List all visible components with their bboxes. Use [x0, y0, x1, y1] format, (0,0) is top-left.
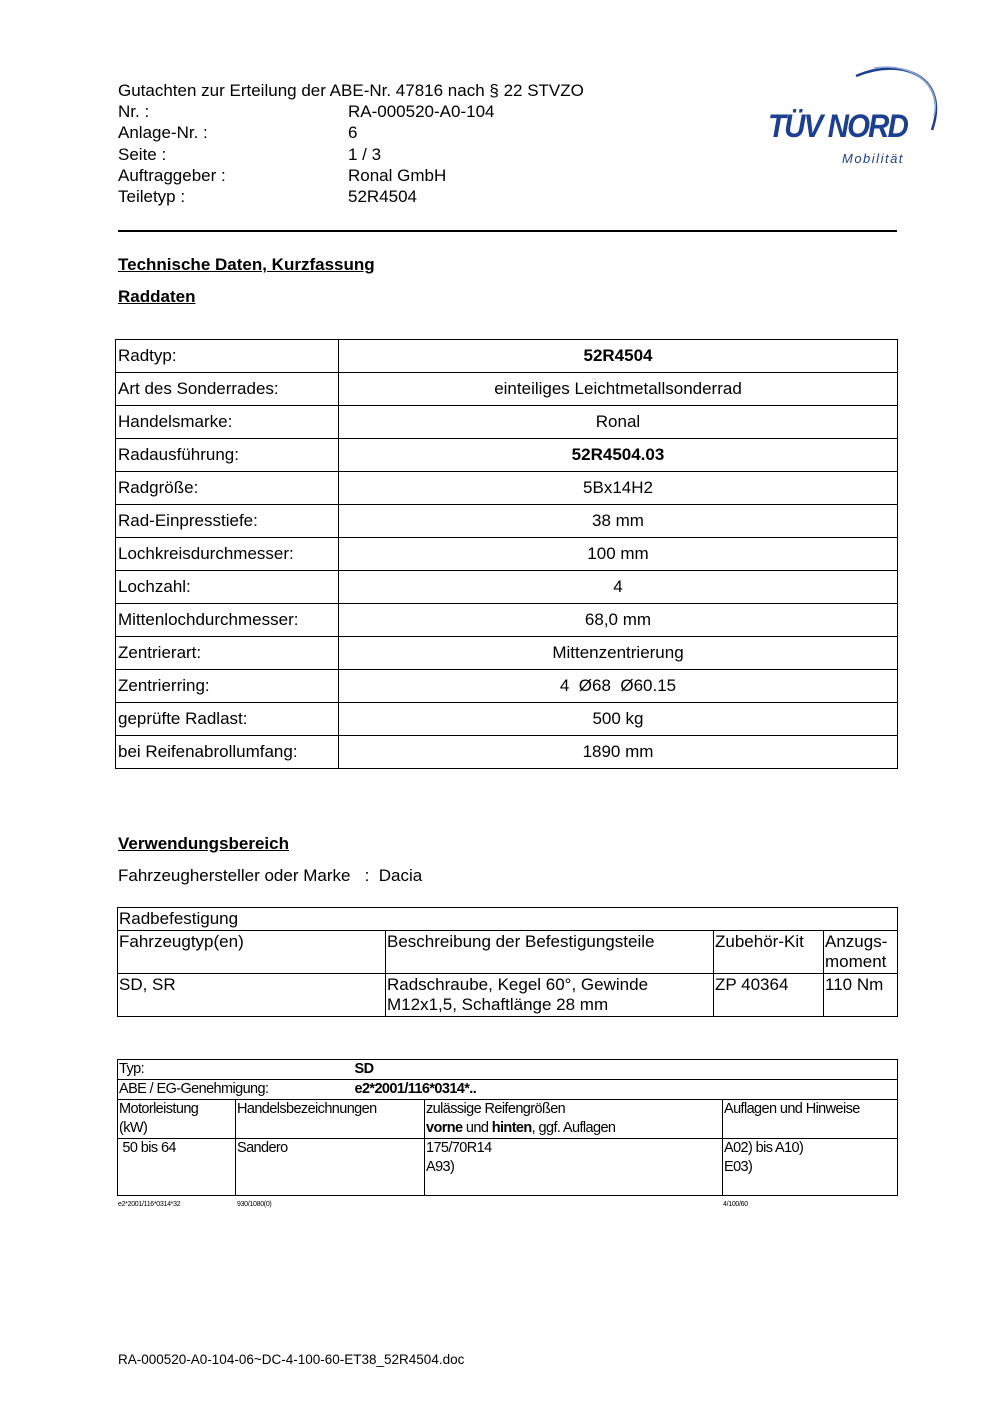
abe-row [118, 1080, 898, 1100]
typ-cell-notes: A02) bis A10) E03) [723, 1139, 898, 1196]
typ-header-vorne: vorne [426, 1120, 463, 1136]
typ-header-reifen-line1: zulässige Reifengrößen [426, 1101, 566, 1117]
typ-header-hinten: hinten [491, 1120, 532, 1136]
raddaten-value: einteiliges Leichtmetallsonderrad [339, 373, 898, 406]
raddaten-row [116, 571, 898, 604]
raddaten-key: Radtyp: [116, 340, 339, 373]
header-value: 1 / 3 [348, 145, 382, 164]
small-foot-bolt: 4/100/60 [723, 1201, 748, 1208]
logo-sub: Mobilität [842, 151, 904, 166]
befestigung-table [117, 907, 898, 1017]
raddaten-row [116, 670, 898, 703]
raddaten-row [116, 472, 898, 505]
raddaten-key: Zentrierring: [116, 670, 339, 703]
header-value: 52R4504 [348, 187, 418, 206]
raddaten-value: Mittenzentrierung [339, 637, 898, 670]
header-label: Nr. : [118, 102, 150, 121]
header-label: Teiletyp : [118, 187, 186, 206]
raddaten-key: Mittenlochdurchmesser: [116, 604, 339, 637]
raddaten-key: Lochzahl: [116, 571, 339, 604]
typ-header-und: und [462, 1120, 492, 1136]
bef-cell-beschreibung: Radschraube, Kegel 60°, Gewinde M12x1,5, Schaftlänge 28 mm [386, 974, 714, 1017]
small-foot-code: 930/1080(0) [237, 1201, 272, 1208]
raddaten-row [116, 703, 898, 736]
typ-cell-name: Sandero [236, 1139, 425, 1196]
header-label: Seite : [118, 145, 167, 164]
raddaten-row [116, 604, 898, 637]
small-foot-abe: e2*2001/116*0314*32 [118, 1201, 181, 1208]
header-value: RA-000520-A0-104 [348, 102, 495, 121]
bef-cell-zubehoer: ZP 40364 [714, 974, 824, 1017]
raddaten-key: Zentrierart: [116, 637, 339, 670]
raddaten-value: 4 Ø68 Ø60.15 [339, 670, 898, 703]
raddaten-value: 4 [339, 571, 898, 604]
typ-header-reifengroessen [425, 1100, 723, 1139]
report-title: Gutachten zur Erteilung der ABE-Nr. 47816 nach § 22 STVZO [118, 81, 584, 100]
bef-cell-anzugsmoment: 110 Nm [824, 974, 898, 1017]
typ-label: Typ: [119, 1061, 144, 1077]
raddaten-row [116, 373, 898, 406]
typ-table [117, 1059, 898, 1196]
raddaten-row [116, 736, 898, 769]
header-label: Auftraggeber : [118, 166, 226, 185]
raddaten-key: Art des Sonderrades: [116, 373, 339, 406]
bef-header-anzugsmoment: Anzugs- moment [824, 931, 898, 974]
bef-header-zubehoer: Zubehör-Kit [714, 931, 824, 974]
raddaten-row [116, 505, 898, 538]
bef-cell-fahrzeugtyp: SD, SR [118, 974, 386, 1017]
typ-header-motorleistung: Motorleistung (kW) [118, 1100, 236, 1139]
raddaten-row [116, 340, 898, 373]
raddaten-key: geprüfte Radlast: [116, 703, 339, 736]
tuv-nord-logo [764, 58, 944, 170]
hersteller-line: Fahrzeughersteller oder Marke : Dacia [118, 866, 423, 885]
raddaten-value: Ronal [339, 406, 898, 439]
typ-header-handelsbezeichnungen: Handelsbezeichnungen [236, 1100, 425, 1139]
raddaten-row [116, 406, 898, 439]
raddaten-key: Radausführung: [116, 439, 339, 472]
raddaten-key: Radgröße: [116, 472, 339, 505]
befestigung-title: Radbefestigung [118, 908, 898, 931]
raddaten-value: 100 mm [339, 538, 898, 571]
raddaten-value: 500 kg [339, 703, 898, 736]
raddaten-value: 68,0 mm [339, 604, 898, 637]
raddaten-row [116, 637, 898, 670]
bef-header-beschreibung: Beschreibung der Befestigungsteile [386, 931, 714, 974]
header-divider [118, 230, 897, 232]
document-footer: RA-000520-A0-104-06~DC-4-100-60-ET38_52R4504.doc [118, 1352, 465, 1367]
typ-header-rest: , ggf. Auflagen [531, 1120, 616, 1136]
raddaten-row [116, 538, 898, 571]
typ-header-auflagen: Auflagen und Hinweise [723, 1100, 898, 1139]
header-value: Ronal GmbH [348, 166, 447, 185]
abe-label: ABE / EG-Genehmigung: [119, 1081, 269, 1097]
raddaten-title: Raddaten [118, 287, 196, 306]
raddaten-key: Handelsmarke: [116, 406, 339, 439]
verwendung-title: Verwendungsbereich [118, 834, 289, 853]
raddaten-table [115, 339, 898, 769]
typ-cell-tires: 175/70R14 A93) [425, 1139, 723, 1196]
header-value: 6 [348, 123, 358, 142]
raddaten-value: 52R4504.03 [339, 439, 898, 472]
raddaten-value: 52R4504 [339, 340, 898, 373]
abe-value: e2*2001/116*0314*.. [354, 1081, 477, 1097]
raddaten-key: Lochkreisdurchmesser: [116, 538, 339, 571]
typ-value: SD [354, 1061, 374, 1077]
header-label: Anlage-Nr. : [118, 123, 208, 142]
bef-header-fahrzeugtyp: Fahrzeugtyp(en) [118, 931, 386, 974]
raddaten-value: 1890 mm [339, 736, 898, 769]
raddaten-key: bei Reifenabrollumfang: [116, 736, 339, 769]
typ-cell-power: 50 bis 64 [118, 1139, 236, 1196]
raddaten-value: 5Bx14H2 [339, 472, 898, 505]
typ-row [118, 1060, 898, 1080]
raddaten-value: 38 mm [339, 505, 898, 538]
section-title: Technische Daten, Kurzfassung [118, 255, 375, 274]
raddaten-row [116, 439, 898, 472]
raddaten-key: Rad-Einpresstiefe: [116, 505, 339, 538]
logo-brand: TÜV NORD [768, 108, 908, 144]
